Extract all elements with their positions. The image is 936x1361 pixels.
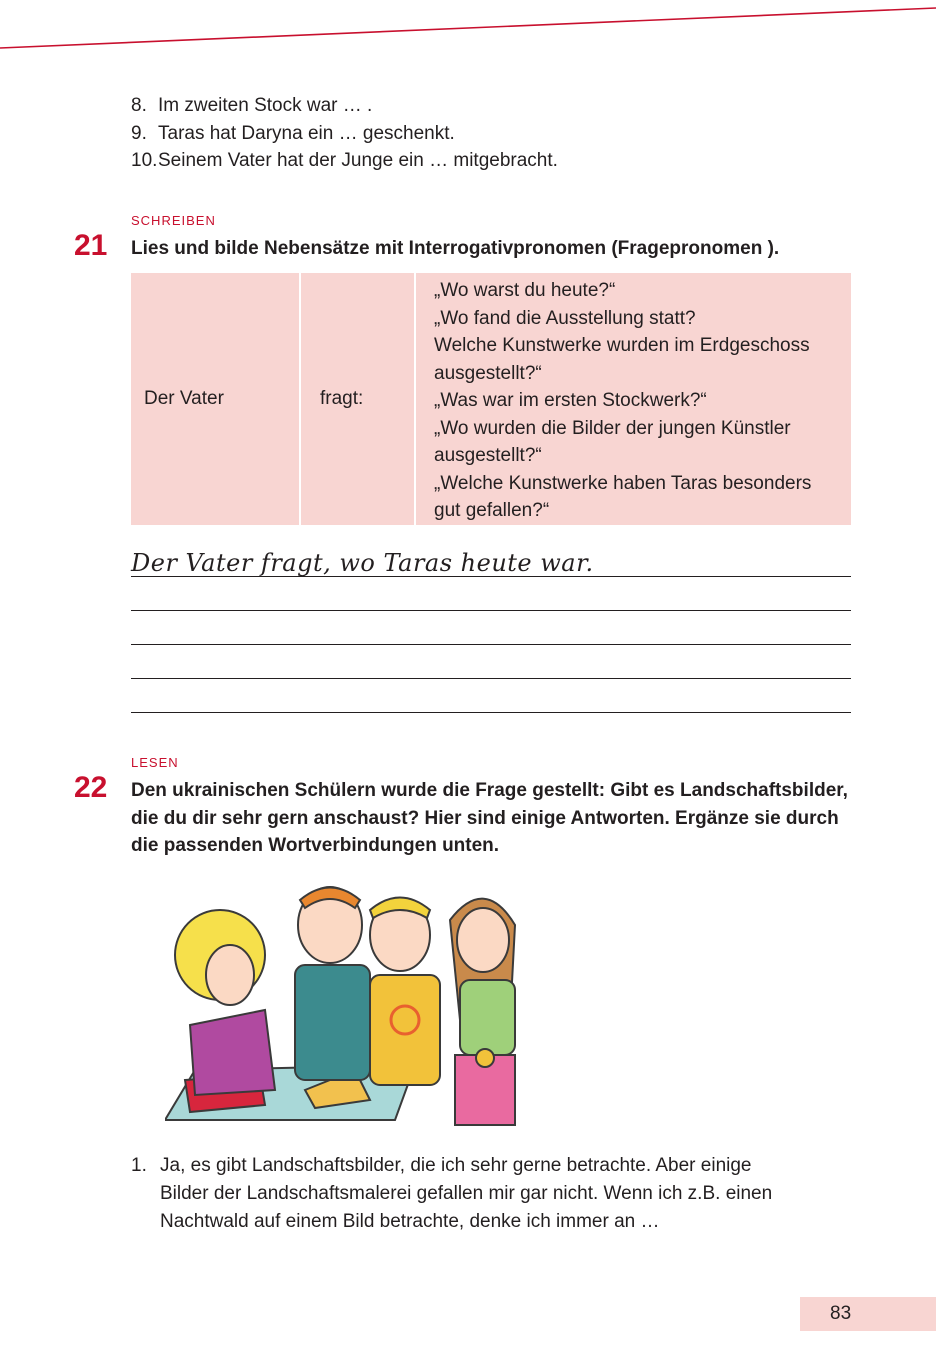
question-line: „Welche Kunstwerke haben Taras besonders <box>434 472 812 494</box>
table-cell-verb <box>301 273 416 525</box>
question-line: ausgestellt?“ <box>434 362 542 384</box>
question-line: „Wo wurden die Bilder der jungen Künstler <box>434 417 791 439</box>
question-line: „Was war im ersten Stockwerk?“ <box>434 390 707 411</box>
instruction-line: die passenden Wortverbindungen unten. <box>131 835 500 856</box>
exercise-21-label: SCHREIBEN <box>131 213 216 228</box>
instruction-line: Den ukrainischen Schülern wurde die Frage gestellt: Gibt es Landschaftsbilder, <box>131 780 848 801</box>
list-item: 10.Seinem Vater hat der Junge ein … mitgebracht. <box>131 150 558 171</box>
answer-number: 1. <box>131 1155 147 1176</box>
page-number-box <box>800 1297 936 1331</box>
exercise-22-number: 22 <box>74 771 108 804</box>
exercise-21-instruction: Lies und bilde Nebensätze mit Interrogativpronomen (Fragepronomen ). <box>131 238 780 259</box>
question-line: Welche Kunstwerke wurden im Erdgeschoss <box>434 335 810 356</box>
exercise-21-number: 21 <box>74 229 108 262</box>
writing-line[interactable] <box>131 712 851 713</box>
header-rule <box>0 0 936 60</box>
table-verb: fragt: <box>320 388 364 409</box>
page-number: 83 <box>830 1303 852 1324</box>
list-item: 8. Im zweiten Stock war … . <box>131 95 373 116</box>
exercise-22-label: LESEN <box>131 755 179 770</box>
writing-line[interactable] <box>131 610 851 611</box>
answer-line: Nachtwald auf einem Bild betrachte, denke ich immer an … <box>160 1211 660 1232</box>
writing-line[interactable] <box>131 678 851 679</box>
answer-line: Bilder der Landschaftsmalerei gefallen mir gar nicht. Wenn ich z.B. einen <box>160 1183 773 1204</box>
table-cell-subject <box>131 273 301 525</box>
answer-line: Ja, es gibt Landschaftsbilder, die ich sehr gerne betrachte. Aber einige <box>160 1155 752 1176</box>
writing-line[interactable] <box>131 576 851 577</box>
question-line: „Wo warst du heute?“ <box>434 280 616 301</box>
question-line: „Wo fand die Ausstellung statt? <box>434 307 696 329</box>
table-subject: Der Vater <box>144 388 224 409</box>
writing-line[interactable] <box>131 644 851 645</box>
exercise-22-instruction <box>131 777 851 860</box>
question-table <box>131 273 851 525</box>
students-illustration <box>165 880 555 1130</box>
instruction-line: die du dir sehr gern anschaust? Hier sind einige Antworten. Ergänze sie durch <box>131 807 839 829</box>
list-item: 9. Taras hat Daryna ein … geschenkt. <box>131 122 455 144</box>
question-line: gut gefallen?“ <box>434 500 550 521</box>
answer-text <box>160 1152 840 1236</box>
continued-list <box>131 92 831 175</box>
question-line: ausgestellt?“ <box>434 445 542 466</box>
example-answer-handwritten: Der Vater fragt, wo Taras heute war. <box>131 549 594 577</box>
table-questions <box>434 277 844 525</box>
